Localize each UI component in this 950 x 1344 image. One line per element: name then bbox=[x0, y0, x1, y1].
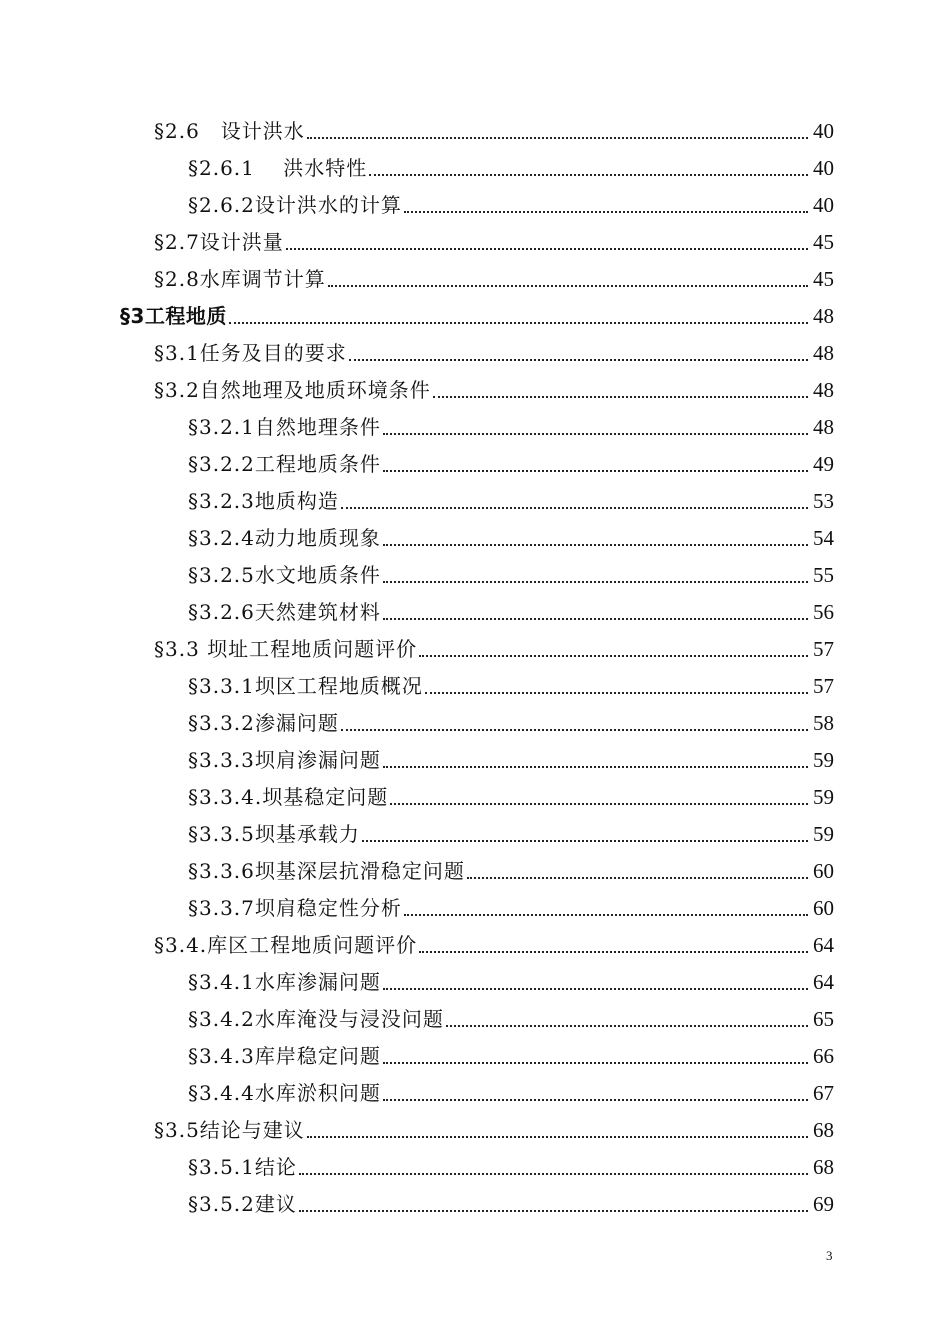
toc-entry-page: 40 bbox=[813, 156, 834, 180]
toc-entry-page: 60 bbox=[813, 896, 834, 920]
toc-entry-page: 49 bbox=[813, 452, 834, 476]
dot-leader bbox=[307, 137, 808, 139]
toc-entry[interactable] bbox=[0, 774, 950, 811]
toc-entry-title: §3.2.4动力地质现象 bbox=[188, 526, 381, 550]
toc-entry-page: 45 bbox=[813, 230, 834, 254]
dot-leader bbox=[383, 544, 808, 546]
toc-entry-title: §3.3.7坝肩稳定性分析 bbox=[188, 896, 402, 920]
toc-entry[interactable] bbox=[0, 811, 950, 848]
dot-leader bbox=[446, 1025, 808, 1027]
dot-leader bbox=[383, 1062, 808, 1064]
toc-entry-page: 45 bbox=[813, 267, 834, 291]
dot-leader bbox=[328, 285, 808, 287]
dot-leader bbox=[229, 322, 808, 324]
toc-entry-title: §2.7设计洪量 bbox=[154, 230, 284, 254]
toc-entry-title: §3.4.1水库渗漏问题 bbox=[188, 970, 381, 994]
toc-entry[interactable] bbox=[0, 996, 950, 1033]
toc-entry[interactable] bbox=[0, 293, 950, 330]
page-number: 3 bbox=[826, 1248, 833, 1263]
toc-entry-title: §3.4.库区工程地质问题评价 bbox=[154, 933, 418, 957]
toc-entry[interactable] bbox=[0, 182, 950, 219]
dot-leader bbox=[349, 359, 808, 361]
toc-entry-page: 48 bbox=[813, 341, 834, 365]
toc-entry[interactable] bbox=[0, 1181, 950, 1218]
dot-leader bbox=[341, 729, 808, 731]
toc-entry-title: §3.2.1自然地理条件 bbox=[188, 415, 381, 439]
dot-leader bbox=[425, 692, 808, 694]
toc-entry-title: §3.3 坝址工程地质问题评价 bbox=[154, 637, 418, 661]
toc-entry-page: 56 bbox=[813, 600, 834, 624]
toc-entry-title: §3.2.5水文地质条件 bbox=[188, 563, 381, 587]
toc-entry[interactable] bbox=[0, 959, 950, 996]
toc-entry-title: §2.6.1 洪水特性 bbox=[188, 156, 368, 180]
toc-entry[interactable] bbox=[0, 552, 950, 589]
toc-entry-title: §2.6 设计洪水 bbox=[154, 119, 305, 143]
toc-entry-page: 69 bbox=[813, 1192, 834, 1216]
dot-leader bbox=[383, 470, 808, 472]
toc-entry-page: 40 bbox=[813, 119, 834, 143]
toc-entry-title: §3.5结论与建议 bbox=[154, 1118, 305, 1142]
toc-entry-title: §3工程地质 bbox=[120, 304, 227, 328]
toc-entry-title: §3.3.2渗漏问题 bbox=[188, 711, 339, 735]
toc-entry-page: 68 bbox=[813, 1118, 834, 1142]
table-of-contents bbox=[0, 108, 950, 1218]
dot-leader bbox=[383, 618, 808, 620]
dot-leader bbox=[383, 766, 808, 768]
toc-entry[interactable] bbox=[0, 1033, 950, 1070]
dot-leader bbox=[467, 877, 808, 879]
toc-entry-title: §3.3.3坝肩渗漏问题 bbox=[188, 748, 381, 772]
toc-entry[interactable] bbox=[0, 737, 950, 774]
toc-entry-title: §3.1任务及目的要求 bbox=[154, 341, 347, 365]
toc-entry[interactable] bbox=[0, 1107, 950, 1144]
toc-entry-page: 55 bbox=[813, 563, 834, 587]
dot-leader bbox=[433, 396, 808, 398]
toc-entry-page: 48 bbox=[813, 304, 834, 328]
toc-entry[interactable] bbox=[0, 330, 950, 367]
toc-entry-title: §3.4.2水库淹没与浸没问题 bbox=[188, 1007, 444, 1031]
dot-leader bbox=[383, 1099, 808, 1101]
toc-entry[interactable] bbox=[0, 108, 950, 145]
toc-entry-title: §3.2.2工程地质条件 bbox=[188, 452, 381, 476]
toc-entry[interactable] bbox=[0, 663, 950, 700]
dot-leader bbox=[307, 1136, 808, 1138]
toc-entry-page: 67 bbox=[813, 1081, 834, 1105]
toc-entry[interactable] bbox=[0, 848, 950, 885]
toc-entry-title: §3.4.4水库淤积问题 bbox=[188, 1081, 381, 1105]
toc-entry[interactable] bbox=[0, 1070, 950, 1107]
dot-leader bbox=[362, 840, 808, 842]
toc-entry[interactable] bbox=[0, 404, 950, 441]
toc-entry-title: §3.5.1结论 bbox=[188, 1155, 297, 1179]
dot-leader bbox=[383, 433, 808, 435]
dot-leader bbox=[341, 507, 808, 509]
dot-leader bbox=[369, 174, 808, 176]
toc-entry-title: §3.5.2建议 bbox=[188, 1192, 297, 1216]
dot-leader bbox=[383, 988, 808, 990]
dot-leader bbox=[404, 211, 808, 213]
toc-entry-page: 66 bbox=[813, 1044, 834, 1068]
toc-entry-page: 64 bbox=[813, 933, 834, 957]
toc-entry-page: 54 bbox=[813, 526, 834, 550]
toc-entry-title: §3.3.4.坝基稳定问题 bbox=[188, 785, 389, 809]
toc-entry[interactable] bbox=[0, 441, 950, 478]
toc-entry-page: 59 bbox=[813, 822, 834, 846]
toc-entry[interactable] bbox=[0, 145, 950, 182]
dot-leader bbox=[404, 914, 808, 916]
toc-entry-title: §3.4.3库岸稳定问题 bbox=[188, 1044, 381, 1068]
dot-leader bbox=[383, 581, 808, 583]
toc-entry-title: §2.6.2设计洪水的计算 bbox=[188, 193, 402, 217]
toc-entry[interactable] bbox=[0, 885, 950, 922]
toc-entry[interactable] bbox=[0, 589, 950, 626]
dot-leader bbox=[286, 248, 808, 250]
toc-entry[interactable] bbox=[0, 256, 950, 293]
toc-entry-page: 59 bbox=[813, 785, 834, 809]
toc-entry-page: 60 bbox=[813, 859, 834, 883]
toc-entry-page: 57 bbox=[813, 637, 834, 661]
toc-entry[interactable] bbox=[0, 626, 950, 663]
toc-entry-title: §3.3.6坝基深层抗滑稳定问题 bbox=[188, 859, 465, 883]
toc-entry-page: 57 bbox=[813, 674, 834, 698]
toc-entry-title: §3.2.3地质构造 bbox=[188, 489, 339, 513]
dot-leader bbox=[390, 803, 808, 805]
toc-entry[interactable] bbox=[0, 478, 950, 515]
dot-leader bbox=[299, 1173, 808, 1175]
toc-entry-page: 58 bbox=[813, 711, 834, 735]
toc-entry-page: 64 bbox=[813, 970, 834, 994]
toc-entry-page: 59 bbox=[813, 748, 834, 772]
toc-entry-title: §3.3.5坝基承载力 bbox=[188, 822, 360, 846]
toc-entry-title: §3.2.6天然建筑材料 bbox=[188, 600, 381, 624]
toc-entry[interactable] bbox=[0, 700, 950, 737]
toc-entry-page: 53 bbox=[813, 489, 834, 513]
toc-entry[interactable] bbox=[0, 922, 950, 959]
toc-entry[interactable] bbox=[0, 515, 950, 552]
toc-entry-page: 48 bbox=[813, 378, 834, 402]
dot-leader bbox=[419, 655, 808, 657]
toc-entry[interactable] bbox=[0, 219, 950, 256]
dot-leader bbox=[419, 951, 808, 953]
toc-entry-title: §3.3.1坝区工程地质概况 bbox=[188, 674, 423, 698]
dot-leader bbox=[299, 1210, 808, 1212]
toc-entry-title: §3.2自然地理及地质环境条件 bbox=[154, 378, 431, 402]
toc-entry-page: 48 bbox=[813, 415, 834, 439]
toc-entry[interactable] bbox=[0, 367, 950, 404]
toc-entry-page: 40 bbox=[813, 193, 834, 217]
toc-entry[interactable] bbox=[0, 1144, 950, 1181]
toc-entry-page: 68 bbox=[813, 1155, 834, 1179]
toc-entry-title: §2.8水库调节计算 bbox=[154, 267, 326, 291]
toc-entry-page: 65 bbox=[813, 1007, 834, 1031]
